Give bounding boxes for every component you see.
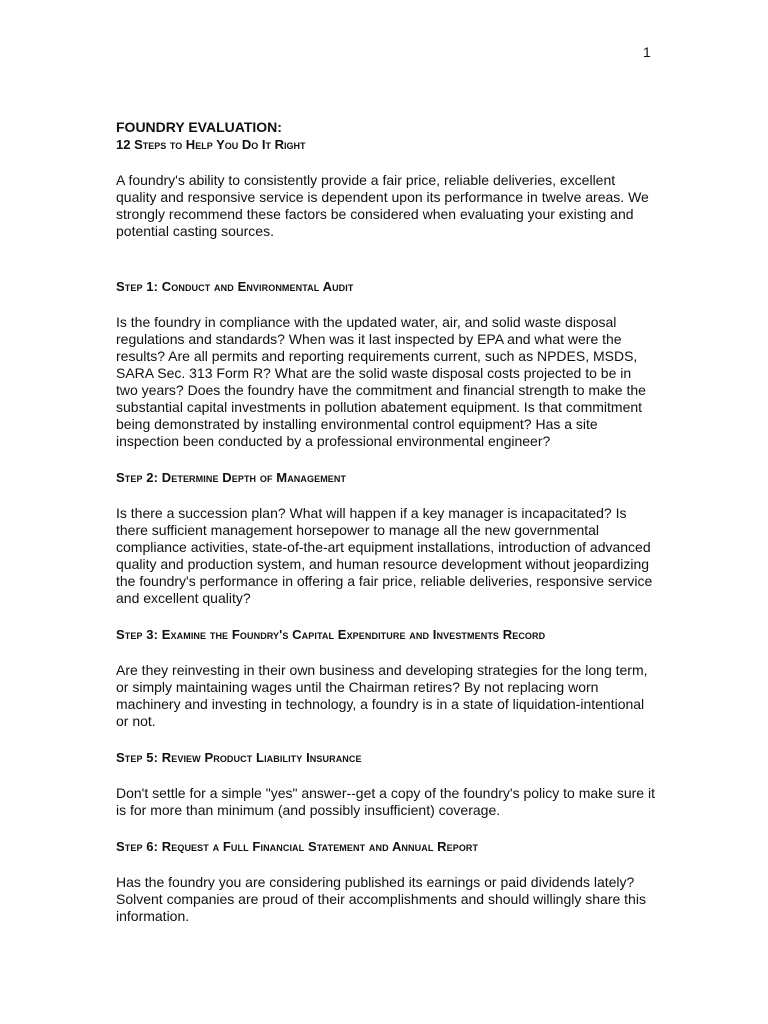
step-3-heading: Step 3: Examine the Foundry's Capital Expenditure and Investments Record bbox=[116, 627, 546, 642]
step-1-section bbox=[116, 278, 656, 450]
document-subtitle: 12 Steps to Help You Do It Right bbox=[116, 137, 306, 152]
document-content bbox=[116, 119, 656, 925]
page-number: 1 bbox=[643, 44, 651, 60]
intro-paragraph: A foundry's ability to consistently provide a fair price, reliable deliveries, excellent quality and responsive service is dependent upon its performance in twelve areas. We strongly recommend these factors be considered when evaluating your existing and potential casting sources. bbox=[116, 172, 649, 239]
step-6-heading: Step 6: Request a Full Financial Statement and Annual Report bbox=[116, 839, 479, 854]
step-3-section bbox=[116, 626, 656, 730]
step-5-heading: Step 5: Review Product Liability Insurance bbox=[116, 750, 362, 765]
step-6-body: Has the foundry you are considering published its earnings or paid dividends lately? Solvent companies are proud of their accomplishments and should willingly share this information. bbox=[116, 874, 646, 924]
step-2-section bbox=[116, 469, 656, 607]
step-1-heading: Step 1: Conduct and Environmental Audit bbox=[116, 279, 354, 294]
step-2-body: Is there a succession plan? What will happen if a key manager is incapacitated? Is there sufficient management horsepower to manage all the new governmental compliance activities, state-of-the-art equipment installations, introduction of advanced quality and production system, and human resource development without jeopardizing the foundry's performance in offering a fair price, reliable deliveries, responsive service and excellent quality? bbox=[116, 505, 653, 606]
step-5-section bbox=[116, 749, 656, 819]
step-2-heading: Step 2: Determine Depth of Management bbox=[116, 470, 347, 485]
document-title: FOUNDRY EVALUATION: bbox=[116, 119, 282, 135]
step-1-body: Is the foundry in compliance with the updated water, air, and solid waste disposal regulations and standards? When was it last inspected by EPA and what were the results? Are all permits and reporting requirements current, such as NPDES, MSDS, SARA Sec. 313 Form R? What are the solid waste disposal costs projected to be in two years? Does the foundry have the commitment and financial strength to make the substantial capital investments in pollution abatement equipment. Is that commitment being demonstrated by installing environmental control equipment? Has a site inspection been conducted by a professional environmental engineer? bbox=[116, 314, 646, 449]
step-3-body: Are they reinvesting in their own business and developing strategies for the long term, or simply maintaining wages until the Chairman retires? By not replacing worn machinery and investing in technology, a foundry is in a state of liquidation-intentional or not. bbox=[116, 662, 648, 729]
step-6-section bbox=[116, 838, 656, 925]
step-5-body: Don't settle for a simple "yes" answer--get a copy of the foundry's policy to make sure it is for more than minimum (and possibly insufficient) coverage. bbox=[116, 785, 655, 818]
